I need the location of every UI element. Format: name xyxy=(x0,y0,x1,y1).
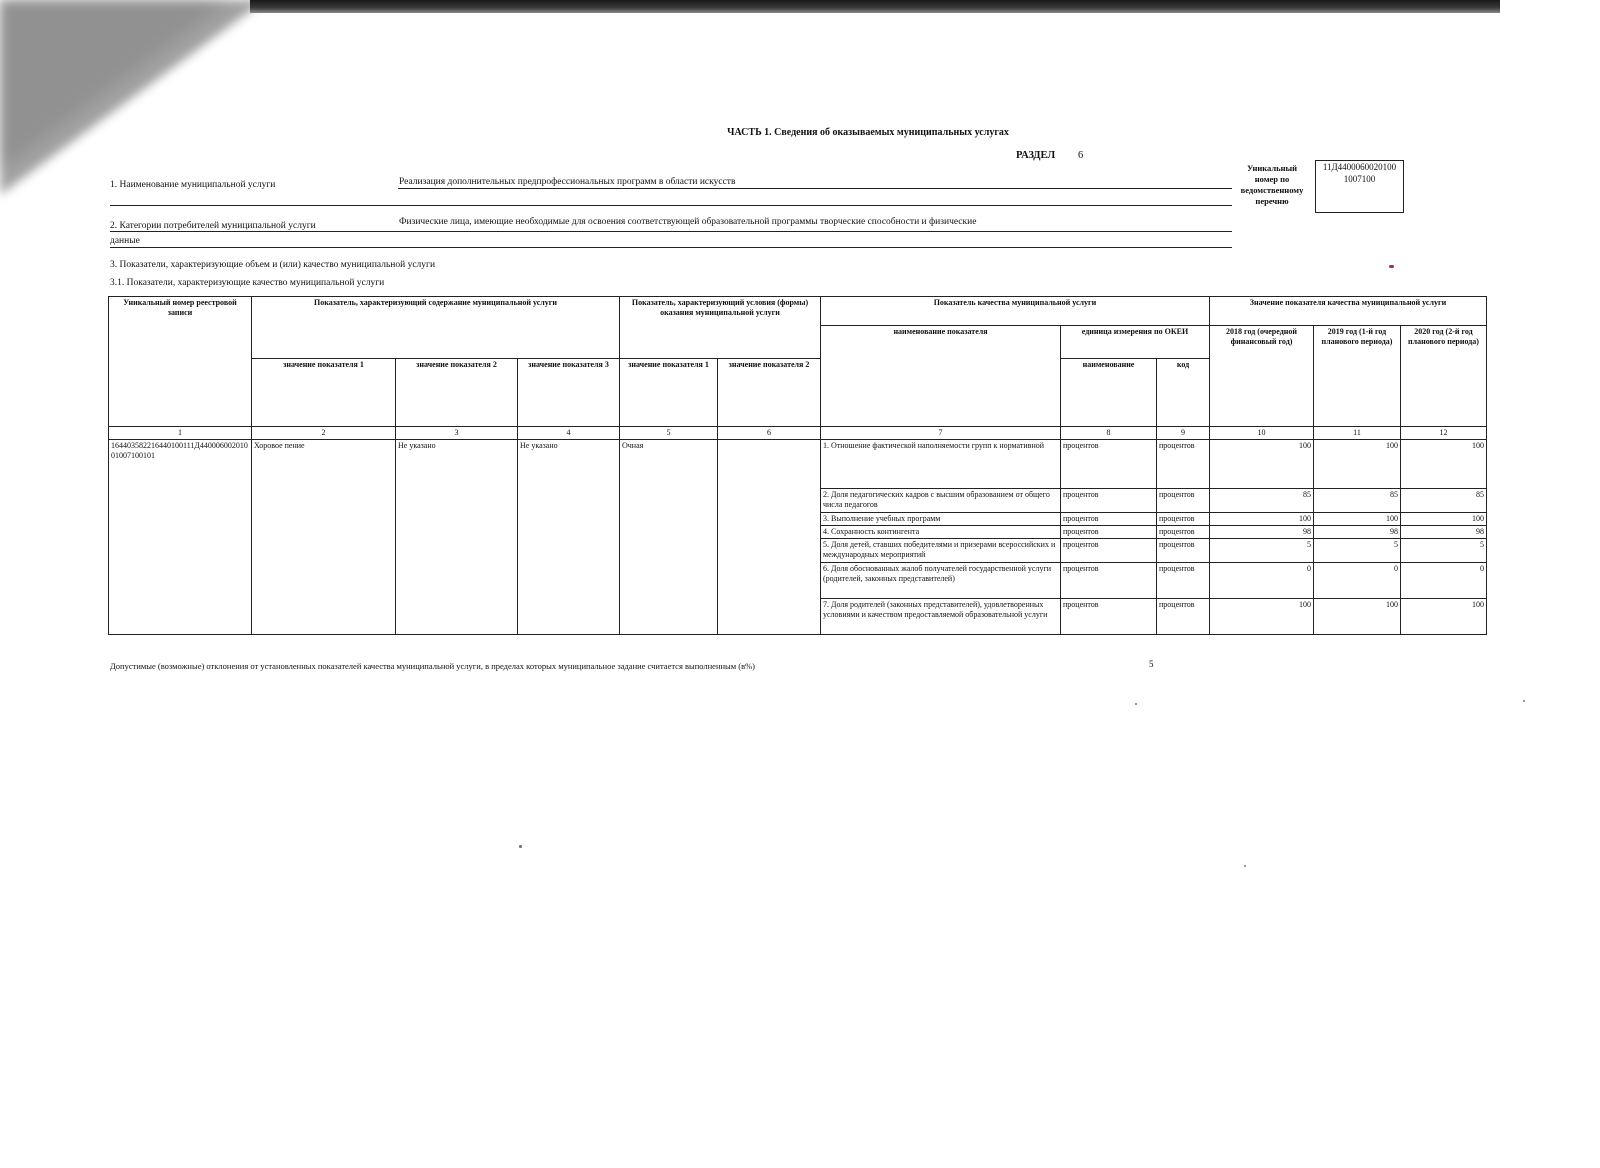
unique-number-box xyxy=(1315,160,1404,213)
value-2019-cell: 0 xyxy=(1314,563,1401,599)
scan-top-edge xyxy=(250,0,1500,13)
table-row xyxy=(109,440,1487,489)
indicator-name-cell: 7. Доля родителей (законных представителей), удовлетворенных условиями и качеством предоставляемой образовательной услуги xyxy=(821,599,1061,635)
indicator-name-cell xyxy=(821,440,1061,489)
header-okei-unit: единица измерения по ОКЕИ xyxy=(1061,326,1210,359)
value-2019-cell: 85 xyxy=(1314,489,1401,513)
section-31-heading: 3.1. Показатели, характеризующие качество муниципальной услуги xyxy=(110,278,385,288)
code-cell: процентов xyxy=(1157,440,1210,489)
indicator-name-cell: 4. Сохранность контингента xyxy=(821,526,1061,539)
column-number: 1 xyxy=(109,427,252,440)
value-2018-cell: 85 xyxy=(1210,489,1314,513)
unique-number-line2: 1007100 xyxy=(1343,174,1376,184)
value-2018-cell: 0 xyxy=(1210,563,1314,599)
code-cell: процентов xyxy=(1157,513,1210,526)
column-number: 12 xyxy=(1401,427,1487,440)
header-2018: 2018 год (очередной финансовый год) xyxy=(1210,326,1314,427)
scan-speck xyxy=(519,845,522,848)
value-2018-cell: 98 xyxy=(1210,526,1314,539)
category-label: 2. Категории потребителей муниципальной услуги xyxy=(110,221,316,231)
scan-speck xyxy=(1244,865,1246,867)
content-2-cell: Не указано xyxy=(396,440,518,635)
header-cond-2: значение показателя 2 xyxy=(718,359,821,427)
category-value: Физические лица, имеющие необходимые для освоения соответствующей образовательной программы творческие способности и физические xyxy=(399,217,977,227)
column-number: 11 xyxy=(1314,427,1401,440)
cond-1-cell: Очная xyxy=(620,440,718,635)
header-value-group: Значение показателя качества муниципальной услуги xyxy=(1210,297,1487,326)
column-number: 2 xyxy=(252,427,396,440)
underline xyxy=(398,188,1232,189)
value-2019-cell: 5 xyxy=(1314,539,1401,563)
header-content-1: значение показателя 1 xyxy=(252,359,396,427)
header-reg-number: Уникальный номер реестровой записи xyxy=(109,297,252,427)
deviation-value: 5 xyxy=(1149,659,1154,669)
reg-number-cell: 164403582216440100111Д44000600201001007100101 xyxy=(109,440,252,635)
value-2020-cell: 98 xyxy=(1401,526,1487,539)
code-cell: процентов xyxy=(1157,539,1210,563)
underline xyxy=(110,231,1232,232)
column-number: 6 xyxy=(718,427,821,440)
scan-mark xyxy=(1389,265,1394,268)
column-number: 8 xyxy=(1061,427,1157,440)
unit-cell: процентов xyxy=(1061,539,1157,563)
category-value-cont: данные xyxy=(110,236,140,246)
value-2018-cell: 100 xyxy=(1210,440,1314,489)
underline xyxy=(110,205,1232,206)
value-2020-cell: 0 xyxy=(1401,563,1487,599)
code-cell: процентов xyxy=(1157,526,1210,539)
value-2020-cell: 100 xyxy=(1401,513,1487,526)
unique-number-label: Уникальный номер по ведомственному перечню xyxy=(1240,163,1304,206)
section-label: РАЗДЕЛ xyxy=(1016,150,1056,161)
value-2020-cell: 85 xyxy=(1401,489,1487,513)
indicator-name-cell: 2. Доля педагогических кадров с высшим образованием от общего числа педагогов xyxy=(821,489,1061,513)
scan-speck xyxy=(1135,703,1137,705)
scan-shadow-corner xyxy=(0,0,265,195)
value-2018-cell: 100 xyxy=(1210,599,1314,635)
content-1-cell: Хоровое пение xyxy=(252,440,396,635)
unique-number-line1: 11Д4400060020100 xyxy=(1322,162,1397,172)
unit-cell: процентов xyxy=(1061,599,1157,635)
value-2019-cell: 100 xyxy=(1314,440,1401,489)
section-3-heading: 3. Показатели, характеризующие объем и (или) качество муниципальной услуги xyxy=(110,260,436,270)
service-name-label: 1. Наименование муниципальной услуги xyxy=(110,180,276,190)
header-okei-name: наименование xyxy=(1061,359,1157,427)
unit-cell: процентов xyxy=(1061,526,1157,539)
quality-indicators-table xyxy=(108,296,1487,635)
header-indicator-name: наименование показателя xyxy=(821,326,1061,427)
header-content-2: значение показателя 2 xyxy=(396,359,518,427)
code-cell: процентов xyxy=(1157,563,1210,599)
header-okei-code: код xyxy=(1157,359,1210,427)
value-2018-cell: 5 xyxy=(1210,539,1314,563)
header-2019: 2019 год (1-й год планового периода) xyxy=(1314,326,1401,427)
column-number: 10 xyxy=(1210,427,1314,440)
page-title: ЧАСТЬ 1. Сведения об оказываемых муниципальных услугах xyxy=(727,127,1009,138)
column-number: 3 xyxy=(396,427,518,440)
code-cell: процентов xyxy=(1157,599,1210,635)
value-2019-cell: 98 xyxy=(1314,526,1401,539)
header-2020: 2020 год (2-й год планового периода) xyxy=(1401,326,1487,427)
unit-cell: процентов xyxy=(1061,489,1157,513)
content-3-cell: Не указано xyxy=(518,440,620,635)
service-name-value: Реализация дополнительных предпрофессиональных программ в области искусств xyxy=(399,177,736,187)
column-number: 7 xyxy=(821,427,1061,440)
value-2018-cell: 100 xyxy=(1210,513,1314,526)
header-quality-group: Показатель качества муниципальной услуги xyxy=(821,297,1210,326)
unit-cell: процентов xyxy=(1061,513,1157,526)
header-content-group: Показатель, характеризующий содержание муниципальной услуги xyxy=(252,297,620,359)
value-2020-cell: 5 xyxy=(1401,539,1487,563)
scan-speck xyxy=(1523,700,1525,702)
column-number: 4 xyxy=(518,427,620,440)
indicator-name-cell: 5. Доля детей, ставших победителями и призерами всероссийских и международных мероприятий xyxy=(821,539,1061,563)
header-cond-1: значение показателя 1 xyxy=(620,359,718,427)
cond-2-cell xyxy=(718,440,821,635)
value-2020-cell: 100 xyxy=(1401,599,1487,635)
indicator-name: 1. Отношение фактической наполняемости групп к нормативной xyxy=(823,441,1045,450)
unit-cell: процентов xyxy=(1061,440,1157,489)
header-conditions-group: Показатель, характеризующий условия (формы) оказания муниципальной услуги xyxy=(620,297,821,359)
deviation-note: Допустимые (возможные) отклонения от установленных показателей качества муниципальной услуги, в пределах которых муниципальное задание считается выполненным (в%) xyxy=(110,661,756,671)
section-number: 6 xyxy=(1078,150,1084,161)
value-2019-cell: 100 xyxy=(1314,599,1401,635)
column-number: 9 xyxy=(1157,427,1210,440)
underline xyxy=(110,247,1232,248)
code-cell: процентов xyxy=(1157,489,1210,513)
indicator-name-cell: 3. Выполнение учебных программ xyxy=(821,513,1061,526)
value-2020-cell: 100 xyxy=(1401,440,1487,489)
column-number-row xyxy=(109,427,1487,440)
column-number: 5 xyxy=(620,427,718,440)
header-content-3: значение показателя 3 xyxy=(518,359,620,427)
unit-cell: процентов xyxy=(1061,563,1157,599)
value-2019-cell: 100 xyxy=(1314,513,1401,526)
indicator-name-cell: 6. Доля обоснованных жалоб получателей государственной услуги (родителей, законных представителей) xyxy=(821,563,1061,599)
